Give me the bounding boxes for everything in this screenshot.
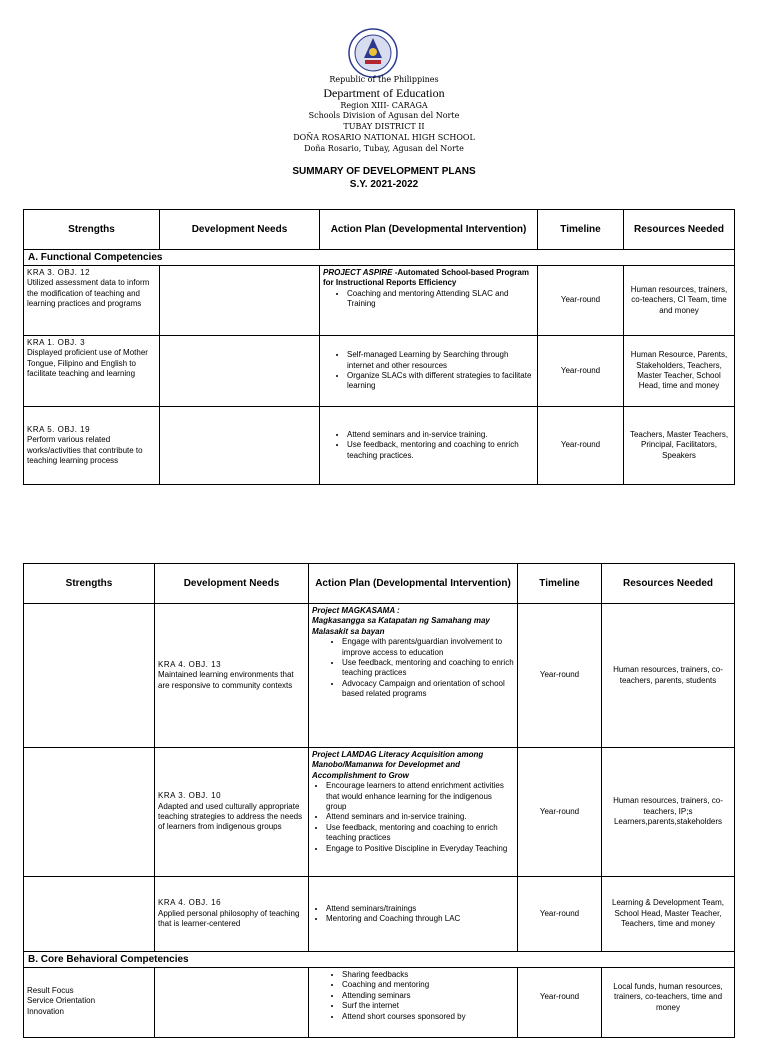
list-item: • Use feedback, mentoring and coaching to enrich teaching practices xyxy=(342,658,514,679)
timeline-cell: Year-round xyxy=(518,877,602,952)
strength-cell xyxy=(24,407,160,485)
action-plan-cell xyxy=(309,604,518,748)
strength-cell xyxy=(24,748,155,877)
strength-text: Innovation xyxy=(27,1006,64,1016)
timeline-cell: Year-round xyxy=(518,748,602,877)
list-item: • Attend seminars/trainings xyxy=(326,904,514,914)
document-title: SUMMARY OF DEVELOPMENT PLANS xyxy=(292,166,476,177)
strength-text: Utilized assessment data to inform the modification of teaching and learning practices and programs xyxy=(27,278,150,309)
list-item: • Encourage learners to attend enrichment activities that would enhance learning for the indigenous group xyxy=(326,781,514,812)
col-strengths: Strengths xyxy=(24,564,155,604)
list-item: • Coaching and mentoring xyxy=(342,980,514,990)
kra-label: KRA 3. OBJ. 12 xyxy=(27,268,91,277)
list-item: • Coaching and mentoring Attending SLAC and Training xyxy=(347,289,534,310)
list-item: • Engage with parents/guardian involvement to improve access to education xyxy=(342,637,514,658)
resources-cell: Human resources, trainers, co-teachers, CI Team, time and money xyxy=(624,266,735,336)
header-division: Schools Division of Agusan del Norte xyxy=(308,111,460,120)
timeline-cell: Year-round xyxy=(518,604,602,748)
resources-cell: Human Resource, Parents, Stakeholders, Teachers, Master Teacher, School Head, time and money xyxy=(624,336,735,407)
col-development-needs: Development Needs xyxy=(160,210,320,250)
list-item: • Engage to Positive Discipline in Everyday Teaching xyxy=(326,844,514,854)
kra-label: KRA 1. OBJ. 3 xyxy=(27,338,86,347)
timeline-cell: Year-round xyxy=(538,266,624,336)
strength-text: Result Focus xyxy=(27,986,74,995)
strength-cell xyxy=(24,266,160,336)
need-cell xyxy=(160,266,320,336)
strength-cell xyxy=(24,877,155,952)
section-core-behavioral-competencies: B. Core Behavioral Competencies xyxy=(24,952,735,968)
section-row xyxy=(24,952,735,968)
col-strengths: Strengths xyxy=(24,210,160,250)
table-row xyxy=(24,336,735,407)
list-item: • Sharing feedbacks xyxy=(342,970,514,980)
project-desc: Magkasangga sa Katapatan ng Samahang may Malasakit sa bayan xyxy=(312,616,490,636)
header-republic: Republic of the Philippines xyxy=(329,75,439,84)
timeline-cell: Year-round xyxy=(538,336,624,407)
need-cell xyxy=(155,604,309,748)
deped-seal-icon xyxy=(348,28,398,78)
list-item: • Attend seminars and in-service training. xyxy=(347,430,534,440)
action-plan-cell xyxy=(309,877,518,952)
kra-label: KRA 5. OBJ. 19 xyxy=(27,424,91,434)
resources-cell: Local funds, human resources, trainers, co-teachers, time and money xyxy=(602,968,735,1038)
project-name: Project LAMDAG Literacy Acquisition among Manobo/Mamanwa for Developmet and Accomplishment to Grow xyxy=(312,750,484,780)
table-row xyxy=(24,748,735,877)
project-desc: -Automated School-based Program for Instructional Reports Efficiency xyxy=(323,268,529,288)
strength-text: Displayed proficient use of Mother Tongue, Filipino and English to facilitate teaching and learning xyxy=(27,348,148,379)
section-functional-competencies: A. Functional Competencies xyxy=(24,250,735,266)
col-timeline: Timeline xyxy=(518,564,602,604)
kra-label: KRA 3. OBJ. 10 xyxy=(158,791,222,801)
need-cell xyxy=(155,968,309,1038)
table-row xyxy=(24,877,735,952)
table-row xyxy=(24,604,735,748)
resources-cell: Teachers, Master Teachers, Principal, Facilitators, Speakers xyxy=(624,407,735,485)
resources-cell: Human resources, trainers, co-teachers, IP;s Learners,parents,stakeholders xyxy=(602,748,735,877)
strength-cell xyxy=(24,336,160,407)
timeline-cell: Year-round xyxy=(518,968,602,1038)
list-item: • Use feedback, mentoring and coaching to enrich teaching practices xyxy=(326,823,514,844)
project-name: Project MAGKASAMA : xyxy=(312,606,400,615)
action-plan-cell xyxy=(320,407,538,485)
project-name: PROJECT ASPIRE xyxy=(323,268,393,277)
list-item: • Advocacy Campaign and orientation of school based related programs xyxy=(342,679,514,700)
action-plan-cell xyxy=(309,968,518,1038)
need-text: Adapted and used culturally appropriate teaching strategies to address the needs of learners from indigenous groups xyxy=(158,801,303,832)
action-plan-cell xyxy=(320,336,538,407)
table-row xyxy=(24,266,735,336)
need-cell xyxy=(160,336,320,407)
strength-cell xyxy=(24,968,155,1038)
strength-text: Perform various related works/activities that contribute to teaching learning process xyxy=(27,435,143,465)
col-action-plan: Action Plan (Developmental Intervention) xyxy=(320,210,538,250)
col-resources: Resources Needed xyxy=(624,210,735,250)
need-text: Maintained learning environments that are responsive to community contexts xyxy=(158,670,294,690)
col-timeline: Timeline xyxy=(538,210,624,250)
header-department: Department of Education xyxy=(323,86,445,100)
need-cell xyxy=(160,407,320,485)
table-row xyxy=(24,407,735,485)
strength-cell xyxy=(24,604,155,748)
action-plan-cell xyxy=(309,748,518,877)
header-school: DOÑA ROSARIO NATIONAL HIGH SCHOOL xyxy=(293,133,475,142)
list-item: • Organize SLACs with different strategies to facilitate learning xyxy=(347,371,534,392)
list-item: • Attend seminars and in-service training. xyxy=(326,812,514,822)
list-item: • Use feedback, mentoring and coaching to enrich teaching practices. xyxy=(347,440,534,461)
strength-text: Service Orientation xyxy=(27,996,96,1006)
header-address: Doña Rosario, Tubay, Agusan del Norte xyxy=(304,144,464,153)
table-header-row xyxy=(24,210,735,250)
col-development-needs: Development Needs xyxy=(155,564,309,604)
school-year: S.Y. 2021-2022 xyxy=(349,179,419,190)
need-cell xyxy=(155,877,309,952)
list-item: • Mentoring and Coaching through LAC xyxy=(326,914,514,924)
need-cell xyxy=(155,748,309,877)
resources-cell: Learning & Development Team, School Head, Master Teacher, Teachers, time and money xyxy=(602,877,735,952)
section-row xyxy=(24,250,735,266)
resources-cell: Human resources, trainers, co-teachers, parents, students xyxy=(602,604,735,748)
table-header-row xyxy=(24,564,735,604)
development-plan-table-2 xyxy=(23,563,735,1038)
header-district: TUBAY DISTRICT II xyxy=(343,122,425,131)
list-item: • Attend short courses sponsored by xyxy=(342,1012,514,1022)
kra-label: KRA 4. OBJ. 13 xyxy=(158,659,222,669)
action-plan-cell xyxy=(320,266,538,336)
need-text: Applied personal philosophy of teaching that is learner-centered xyxy=(158,908,300,929)
timeline-cell: Year-round xyxy=(538,407,624,485)
list-item: • Self-managed Learning by Searching through internet and other resources xyxy=(347,350,534,371)
list-item: • Attending seminars xyxy=(342,991,514,1001)
list-item: • Surf the internet xyxy=(342,1001,514,1011)
table-row xyxy=(24,968,735,1038)
col-action-plan: Action Plan (Developmental Intervention) xyxy=(309,564,518,604)
development-plan-table-1 xyxy=(23,209,735,485)
header-region: Region XIII- CARAGA xyxy=(340,101,428,110)
col-resources: Resources Needed xyxy=(602,564,735,604)
kra-label: KRA 4. OBJ. 16 xyxy=(158,898,222,908)
